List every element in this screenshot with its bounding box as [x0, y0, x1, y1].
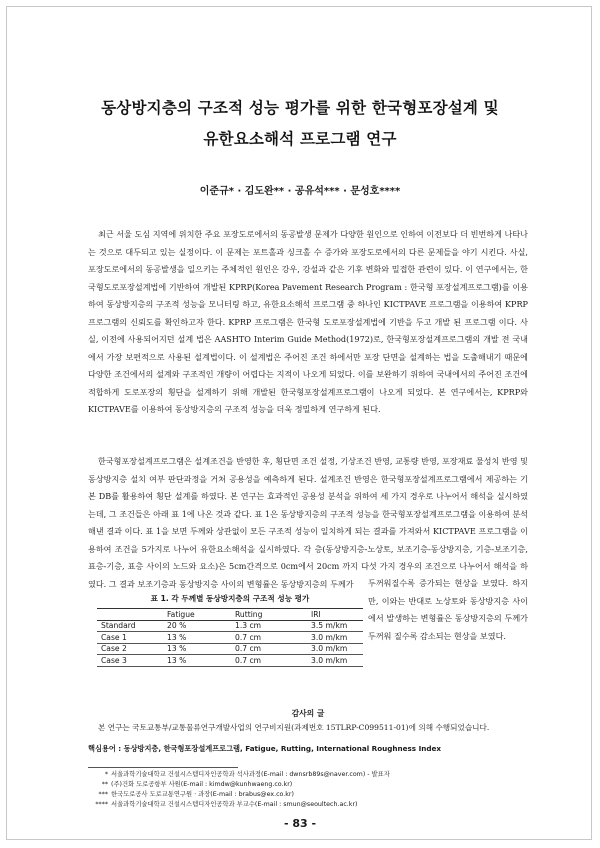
footnote-mark: *** — [98, 791, 108, 798]
footnote-text: 서울과학기술대학교 건설시스템디자인공학과 부교수(E-mail : smun@seoultech.ac.kr) — [111, 801, 358, 808]
footnotes — [88, 770, 528, 810]
footnote-mark: ** — [101, 781, 108, 788]
table-cell: Case 2 — [97, 643, 163, 655]
table-cell: 20 % — [163, 620, 231, 632]
table-header-row — [97, 609, 363, 621]
table-cell: 3.0 m/km — [307, 632, 363, 644]
footnote-text: (주)건화 도로공항부 사원(E-mail : kimdw@kunhwaeng.co.kr) — [111, 781, 293, 788]
table-caption: 표 1. 각 두께별 동상방지층의 구조적 성능 평가 — [150, 594, 310, 603]
acknowledgement-text: 본 연구는 국토교통부/교통물류연구개발사업의 연구비지원(과제번호 15TLRP-C099511-01)에 의해 수행되었습니다. — [98, 723, 490, 732]
footnote-text: 한국도로공사 도로교통연구원 · 과장(E-mail : brabus@ex.co.kr) — [111, 791, 294, 798]
footnote — [88, 770, 528, 780]
author-list: 이준규* · 김도완** · 공유석*** · 문성호**** — [199, 186, 401, 197]
table-cell: 0.7 cm — [231, 643, 307, 655]
table-header-cell: IRI — [307, 609, 363, 621]
abstract-text-1: 최근 서울 도심 지역에 위치한 주요 포장도로에서의 동공발생 문제가 다양한 원인으로 인하여 이전보다 더 빈번하게 나타나는 것으로 대두되고 있는 실정이다. 이 문제는 포트홀과 싱크홀 수 증가와 포장도로에서의 다른 문제들을 야기 시킨다. 사실, 포장도로에서의 동공발생을 일으키는 주체적인 원인은 강우, 강설과 같은 기후 변화와 밀접한 관련이 있다. 이 연구에서는, 한국형도로포장설계법에 기반하여 개발된 KPRP(Korea Pavement Research Program : 한국형 포장설계프로그램)를 이용하여 동상방지층의 구조적 성능을 모니터링 하고, 유한요소해석 프로그램 중 하나인 KICTPAVE 프로그램을 이용하여 KPRP프로그램의 신뢰도를 확인하고자 한다. KPRP 프로그램은 한국형 도로포장설계법에 기반을 두고 개발 된 프로그램 이다. 사실, 이전에 사용되어지던 설계 법은 AASHTO Interim Guide Method(1972)로, 한국형포장설계프로그램의 개발 전 국내에서 가장 보편적으로 사용된 설계법이다. 이 설계법은 주어진 조건 하에서만 포장 단면을 설계하는 법을 도출해내기 때문에 다양한 조건에서의 설계와 구조적인 개량이 어렵다는 지적이 나오게 되었다. 이를 보완하기 위하여 국내에서의 주어진 조건에 적합하게 도로포장의 횡단을 설계하기 위해 개발된 한국형포장설계프로그램이 나오게 되었다. 본 연구에서는, KPRP와 KICTPAVE를 이용하여 동상방지층의 구조적 성능을 더욱 정밀하게 연구하게 된다. — [88, 229, 528, 414]
abstract-paragraph-1 — [88, 226, 528, 419]
table-cell: 3.0 m/km — [307, 655, 363, 667]
table-row — [97, 620, 363, 632]
table-cell: 0.7 cm — [231, 655, 307, 667]
table-header-cell — [97, 609, 163, 621]
table-cell: 13 % — [163, 632, 231, 644]
abstract-paragraph-2 — [88, 453, 528, 593]
keywords: 핵심용어 : 동상방지층, 한국형포장설계프로그램, Fatigue, Rutting, International Roughness Index — [88, 744, 442, 753]
acknowledgement-title: 감사의 글 — [291, 709, 325, 718]
table-cell: Case 1 — [97, 632, 163, 644]
table-header-cell: Fatigue — [163, 609, 231, 621]
results-table — [97, 608, 363, 667]
table-cell: 13 % — [163, 655, 231, 667]
table-cell: Standard — [97, 620, 163, 632]
footnote — [88, 790, 528, 800]
abstract-right-column: 두꺼워질수록 증가되는 현상을 보였다. 하지만, 이와는 반대로 노상토와 동상방지층 사이에서 발생하는 변형률은 동상방지층의 두께가 두꺼워 질수록 감소되는 현상을 보였다. — [368, 578, 528, 641]
table-cell: 0.7 cm — [231, 632, 307, 644]
table-row — [97, 632, 363, 644]
footnote — [88, 780, 528, 790]
abstract-text-2: 한국형포장설계프로그램은 설계조건을 반영한 후, 횡단면 조건 설정, 기상조건 반영, 교통량 반영, 포장재료 물성치 반영 및 동상방지층 설치 여부 판단과정을 거쳐 공용성을 예측하게 된다. 설계조건 반영은 한국형포장설계프로그램에서 제공하는 기본 DB를 활용하여 횡단 설계를 하였다. 본 연구는 효과적인 공용성 분석을 위하여 세 가지 경우로 나누어서 해석을 실시하였는데, 그 조건들은 아래 표 1에 나온 것과 같다. 표 1은 동상방지층의 구조적 성능을 한국형포장설계프로그램을 이용하여 분석해낸 결과 이다. 표 1을 보면 두께와 상관없이 모든 구조적 성능이 일치하게 되는 결과를 가져와서 KICTPAVE 프로그램을 이용하여 조건을 5가지로 나누어 유한요소해석을 실시하였다. 각 층(동상방지층-노상토, 보조기층-동상방지층, 기층-보조기층, 표층-기층, 표층 사이의 노드와 요소)은 5cm간격으로 0cm에서 20cm 까지 다섯 가지 경우의 조건으로 나누어서 해석을 하였다. 그 결과 보조기층과 동상방지층 사이의 변형률은 동상방지층의 두께가 — [88, 456, 528, 589]
footnote — [88, 800, 528, 810]
paper-title-line-2: 유한요소해석 프로그램 연구 — [203, 130, 397, 148]
footnote-text: 서울과학기술대학교 건설시스템디자인공학과 석사과정(E-mail : dwnsrb89s@naver.com) - 발표자 — [111, 771, 390, 778]
table-cell: 3.0 m/km — [307, 643, 363, 655]
paper-title-line-1: 동상방지층의 구조적 성능 평가를 위한 한국형포장설계 및 — [101, 99, 499, 117]
table-header-cell: Rutting — [231, 609, 307, 621]
table-cell: Case 3 — [97, 655, 163, 667]
table-cell: 13 % — [163, 643, 231, 655]
footnote-mark: * — [104, 771, 108, 778]
table-cell: 1.3 cm — [231, 620, 307, 632]
footnote-divider — [88, 767, 238, 768]
table-row — [97, 655, 363, 667]
page-number: - 83 - — [283, 817, 317, 830]
footnote-mark: **** — [95, 801, 108, 808]
table-row — [97, 643, 363, 655]
table-cell: 3.5 m/km — [307, 620, 363, 632]
